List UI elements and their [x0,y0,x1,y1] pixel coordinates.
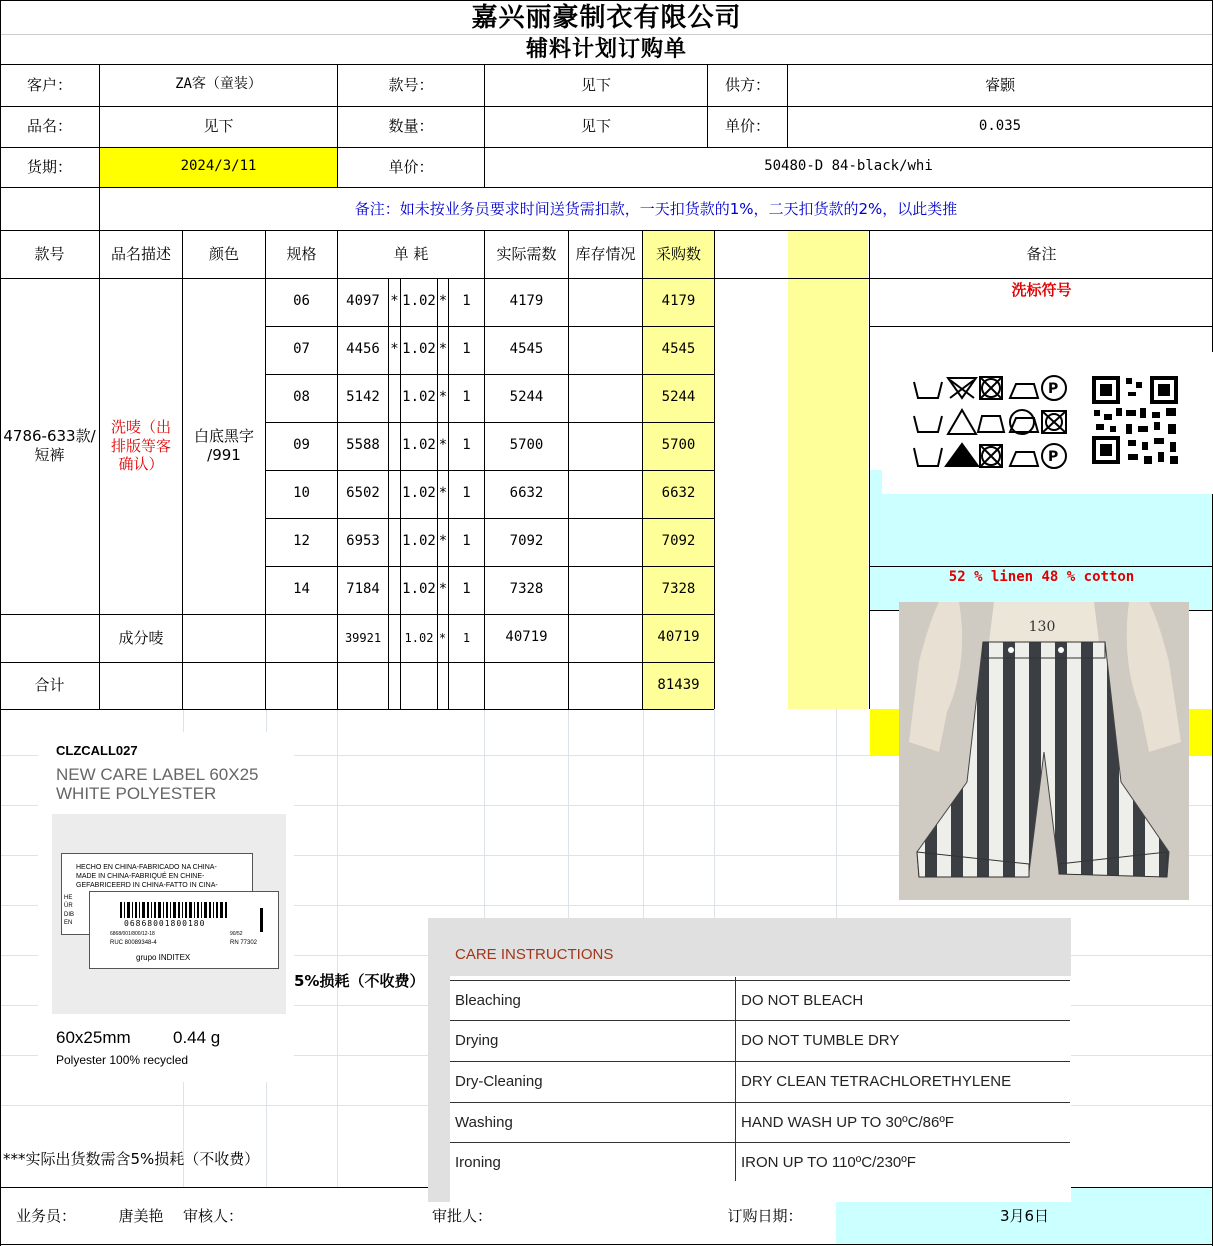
col-header-color: 颜色 [208,244,239,263]
col-header-usage: 单 耗 [393,244,429,263]
care-value: DRY CLEAN TETRACHLORETHYLENE [741,1073,1012,1090]
row-size: 10 [293,485,310,502]
row-qty: 7184 [346,581,380,598]
care-key: Washing [455,1114,513,1131]
description-cell: 洗唛（出 排版等客 确认） [110,417,171,474]
style-no-value: 见下 [580,75,611,94]
row-star1 [389,470,400,518]
row-star2: * [438,341,448,358]
row-qty: 6502 [346,485,380,502]
row-factor: 1.02 [402,389,436,406]
row-star2: * [438,485,448,502]
note-text: 备注：如未按业务员要求时间送货需扣款，一天扣货款的1%，二天扣货款的2%，以此类推 [354,199,958,218]
company-title: 嘉兴丽豪制衣有限公司 [471,2,742,33]
order-date-label: 订购日期： [727,1206,803,1225]
row-qty: 5588 [346,437,380,454]
col-header-size: 规格 [286,244,317,263]
sales-value: 唐美艳 [118,1206,164,1225]
row-star1 [389,374,400,422]
customer-label: 客户： [26,75,72,94]
color-cell: 白底黑字 /991 [193,427,254,464]
row-star2: * [438,437,448,454]
wash-symbols-image [882,352,1213,494]
row-mult: 1 [462,293,471,310]
row-mult: 1 [462,389,471,406]
total-label: 合计 [34,676,65,695]
supplier-label: 供方： [724,75,770,94]
row-size: 09 [293,437,310,454]
composition-factor: 1.02 [404,630,434,645]
row-star2: * [438,389,448,406]
row-mult: 1 [462,485,471,502]
wash-tub-icon [914,382,942,398]
label-name-1: NEW CARE LABEL 60X25 [56,765,259,784]
care-value: DO NOT BLEACH [741,992,864,1009]
reviewer-label: 审核人： [183,1206,244,1225]
row-factor: 1.02 [402,533,436,550]
row-purchase: 4545 [661,341,696,358]
row-size: 06 [293,293,310,310]
care-instructions-title: CARE INSTRUCTIONS [455,946,614,963]
label-material: Polyester 100% recycled [56,1053,189,1067]
unit-price-value: 0.035 [978,117,1022,134]
care-row [450,1020,1070,1060]
row-star1: * [390,293,399,310]
care-key: Drying [455,1032,499,1049]
product-value: 见下 [203,117,234,136]
col-header-stock: 库存情况 [575,244,636,263]
row-qty: 4097 [346,293,380,310]
svg-text:P: P [1048,381,1059,397]
delivery-value: 2024/3/11 [180,158,257,175]
row-purchase: 7092 [661,533,696,550]
row-mult: 1 [462,533,471,550]
care-key: Dry-Cleaning [455,1073,543,1090]
label-card [38,732,294,1082]
care-row [450,980,1070,1020]
qty-label: 数量： [388,117,434,136]
label-name-2: WHITE POLYESTER [56,784,217,803]
row-size: 14 [293,581,310,598]
row-qty: 6953 [346,533,380,550]
purchase-header-strip [788,231,868,709]
row-factor: 1.02 [402,341,436,358]
label-dims: 60x25mm [56,1028,131,1047]
care-value: DO NOT TUMBLE DRY [741,1032,900,1049]
col-header-purchase: 采购数 [655,244,701,263]
sales-label: 业务员： [15,1206,76,1225]
row-actual: 6632 [509,485,544,502]
row-actual: 5700 [509,437,544,454]
col-header-style: 款号 [34,244,65,263]
care-row [450,1061,1070,1101]
care-key: Ironing [455,1154,501,1171]
row-star1 [389,518,400,566]
product-label: 品名： [26,117,72,136]
composition-actual: 40719 [505,629,548,646]
label-code: CLZCALL027 [56,743,138,758]
col-header-remark: 备注 [1026,244,1057,263]
customer-value: ZA客（童装） [175,76,262,93]
label-weight: 0.44 g [173,1028,221,1047]
shorts-photo [899,602,1189,900]
row-star1 [389,566,400,614]
row-actual: 5244 [509,389,544,406]
care-value: IRON UP TO 110ºC/230ºF [741,1154,916,1171]
composition-text: 52 % linen 48 % cotton [948,569,1135,586]
row-factor: 1.02 [402,293,436,310]
row-actual: 4179 [509,293,544,310]
row-purchase: 6632 [661,485,696,502]
row-actual: 7092 [509,533,544,550]
approver-label: 审批人： [431,1206,492,1225]
care-key: Bleaching [455,992,521,1009]
price2-label: 单价： [388,157,434,176]
row-purchase: 4179 [661,293,696,310]
care-row [450,1142,1070,1182]
row-star2: * [438,581,448,598]
composition-qty: 39921 [344,630,382,645]
composition-desc: 成分唛 [118,628,164,647]
row-purchase: 5700 [661,437,696,454]
total-purchase: 81439 [657,676,700,693]
qty-value: 见下 [580,117,611,136]
col-header-actual: 实际需数 [496,244,557,263]
composition-purchase: 40719 [657,629,700,646]
row-size: 12 [293,533,310,550]
price2-value: 50480-D 84-black/whi [764,158,933,175]
row-mult: 1 [462,437,471,454]
supplier-value: 睿颢 [984,75,1015,94]
row-mult: 1 [462,581,471,598]
row-purchase: 7328 [661,581,696,598]
row-factor: 1.02 [402,485,436,502]
row-actual: 7328 [509,581,544,598]
style-number-cell: 4786-633款/ 短裤 [3,427,96,464]
loss-note: ***实际出货数需含5%损耗（不收费） [3,1150,260,1168]
style-no-label: 款号： [388,75,434,94]
delivery-label: 货期： [26,157,72,176]
wash-symbols-title: 洗标符号 [1011,280,1072,299]
row-star1: * [390,341,399,358]
row-purchase: 5244 [661,389,696,406]
care-value: HAND WASH UP TO 30ºC/86ºF [741,1114,954,1131]
loss-note-mid: 5%损耗（不收费） [294,972,425,990]
row-star2: * [438,533,448,550]
composition-star: * [438,630,447,645]
row-mult: 1 [462,341,471,358]
label-front: 06868001800180 6868/001/800/12-18 90/52 RUC 80089348-4 RN 77302 grupo INDITEX [89,891,279,969]
order-date-value: 3月6日 [999,1206,1050,1225]
care-row [450,1102,1070,1142]
label-back: HECHO EN CHINA-FABRICADO NA CHINA- MADE IN CHINA-FABRIQUÉ EN CHINE- GEFABRICEERD IN CHINA-FATTO IN CINA- HE ÜR DIB EN [61,853,253,935]
svg-text:P: P [1048,449,1059,465]
col-header-desc: 品名描述 [110,244,171,263]
row-qty: 4456 [346,341,380,358]
composition-mult: 1 [462,630,471,645]
unit-price-label: 单价： [724,117,770,136]
row-star1 [389,422,400,470]
row-factor: 1.02 [402,581,436,598]
row-star2: * [438,293,448,310]
row-size: 07 [293,341,310,358]
row-size: 08 [293,389,310,406]
row-actual: 4545 [509,341,544,358]
size-tag: 130 [1028,619,1056,636]
row-factor: 1.02 [402,437,436,454]
row-qty: 5142 [346,389,380,406]
form-title: 辅料计划订购单 [525,36,687,63]
